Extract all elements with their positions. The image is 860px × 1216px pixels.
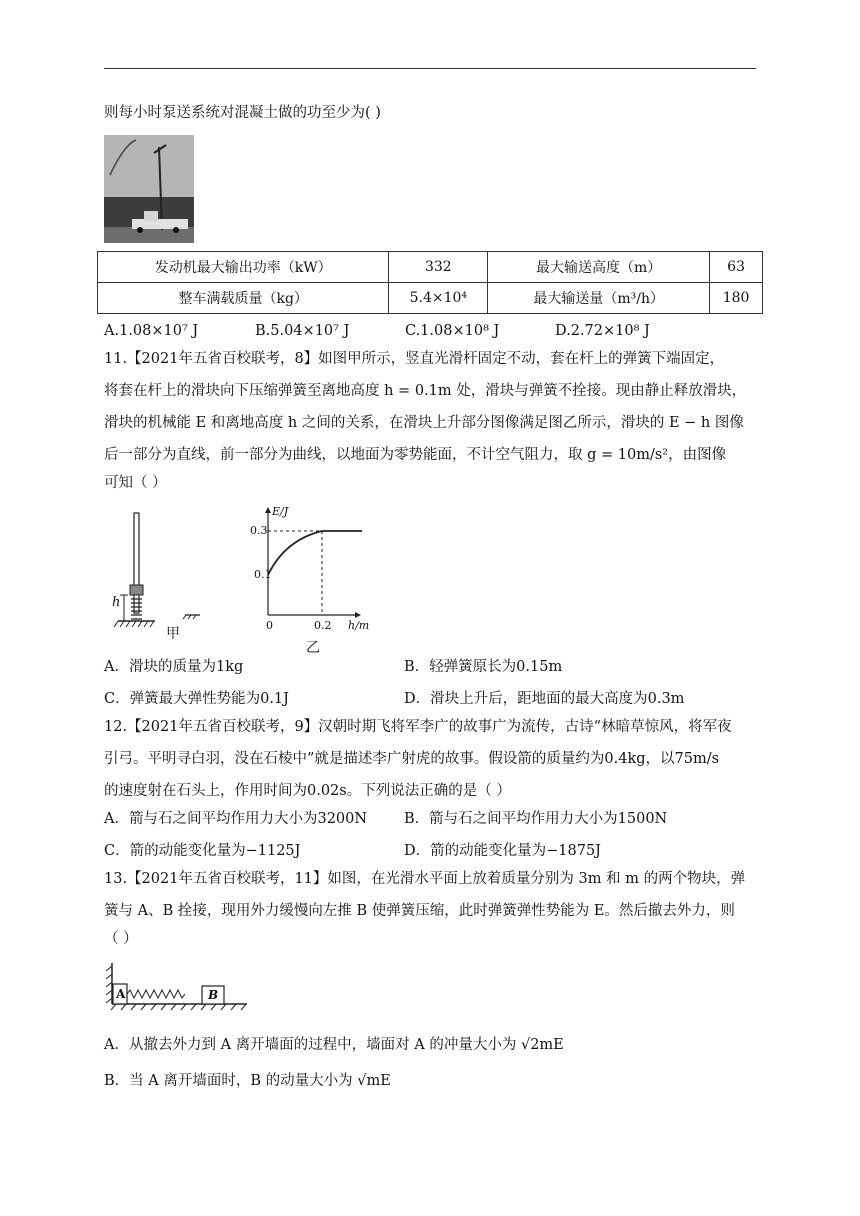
q13-line: （ ） [104, 931, 138, 947]
y-axis-label: E/J [272, 505, 289, 518]
y-tick-label: 0.1 [254, 568, 272, 581]
table-cell: 63 [710, 252, 763, 283]
q10-option-b: B.5.04×10⁷ J [255, 323, 350, 339]
header-rule [104, 68, 756, 69]
q11-option-d: D．滑块上升后，距地面的最大高度为0.3m [404, 691, 685, 707]
q11-option-c: C．弹簧最大弹性势能为0.1J [104, 691, 289, 707]
figure-label-jia: 甲 [166, 626, 180, 642]
table-cell: 180 [710, 283, 763, 314]
q11-line: 可知（ ） [104, 475, 167, 491]
pump-truck-photo [104, 135, 194, 243]
q11-line: 滑块的机械能 E 和离地高度 h 之间的关系，在滑块上升部分图像满足图乙所示，滑块的 E − h 图像 [104, 415, 744, 431]
block-b-label: B [208, 988, 219, 1002]
q11-option-b: B．轻弹簧原长为0.15m [404, 659, 563, 675]
h-label: h [112, 595, 121, 610]
q12-option-d: D．箭的动能变化量为−1875J [404, 843, 601, 859]
q13-option-a: A．从撤去外力到 A 离开墙面的过程中，墙面对 A 的冲量大小为 √2mE [104, 1037, 564, 1053]
q13-line: 13.【2021年五省百校联考，11】如图，在光滑水平面上放着质量分别为 3m 和 m 的两个物块，弹 [104, 871, 746, 887]
x-tick-label: 0.2 [314, 619, 332, 632]
figure-label-yi: 乙 [306, 640, 320, 656]
y-tick-label: 0.3 [250, 524, 268, 537]
q11-option-a: A．滑块的质量为1kg [104, 659, 244, 675]
q12-option-a: A．箭与石之间平均作用力大小为3200N [104, 811, 368, 827]
q11-line: 后一部分为直线，前一部分为曲线，以地面为零势能面，不计空气阻力，取 g = 10m/s²，由图像 [104, 447, 727, 463]
q12-line: 12.【2021年五省百校联考，9】汉朝时期飞将军李广的故事广为流传，古诗“林暗草惊风，将军夜 [104, 719, 732, 735]
block-a-label: A [116, 987, 126, 1001]
q13-option-b: B．当 A 离开墙面时，B 的动量大小为 √mE [104, 1073, 391, 1089]
table-cell: 发动机最大输出功率（kW） [98, 252, 389, 283]
table-row [98, 283, 763, 314]
q13-figure [102, 958, 252, 1013]
q13-line: 簧与 A、B 拴接，现用外力缓慢向左推 B 使弹簧压缩，此时弹簧弹性势能为 E。然后撤去外力，则 [104, 903, 735, 919]
table-cell: 整车满载质量（kg） [98, 283, 389, 314]
q11-line: 11.【2021年五省百校联考，8】如图甲所示，竖直光滑杆固定不动，套在杆上的弹簧下端固定， [104, 351, 725, 367]
q11-line: 将套在杆上的滑块向下压缩弹簧至离地高度 h = 0.1m 处，滑块与弹簧不拴接。现由静止释放滑块， [104, 383, 747, 399]
intro-line: 则每小时泵送系统对混凝土做的功至少为( ) [104, 105, 381, 121]
q12-option-c: C．箭的动能变化量为−1125J [104, 843, 301, 859]
q12-option-b: B．箭与石之间平均作用力大小为1500N [404, 811, 668, 827]
table-cell: 最大输送量（m³/h） [488, 283, 710, 314]
q10-option-d: D.2.72×10⁸ J [555, 323, 650, 339]
q12-line: 引弓。平明寻白羽，没在石棱中”就是描述李广射虎的故事。假设箭的质量约为0.4kg，以75m/s [104, 751, 720, 767]
q11-figure-jia [100, 505, 240, 655]
table-row [98, 252, 763, 283]
x-axis-label: h/m [348, 619, 370, 632]
q12-line: 的速度射在石头上，作用时间为0.02s。下列说法正确的是（ ） [104, 783, 511, 799]
q10-option-c: C.1.08×10⁸ J [405, 323, 500, 339]
table-cell: 332 [389, 252, 488, 283]
x-tick-label: 0 [266, 619, 273, 632]
q10-option-a: A.1.08×10⁷ J [104, 323, 199, 339]
q11-figure-yi [250, 505, 380, 655]
table-cell: 最大输送高度（m） [488, 252, 710, 283]
table-cell: 5.4×10⁴ [389, 283, 488, 314]
spec-table [97, 251, 763, 314]
